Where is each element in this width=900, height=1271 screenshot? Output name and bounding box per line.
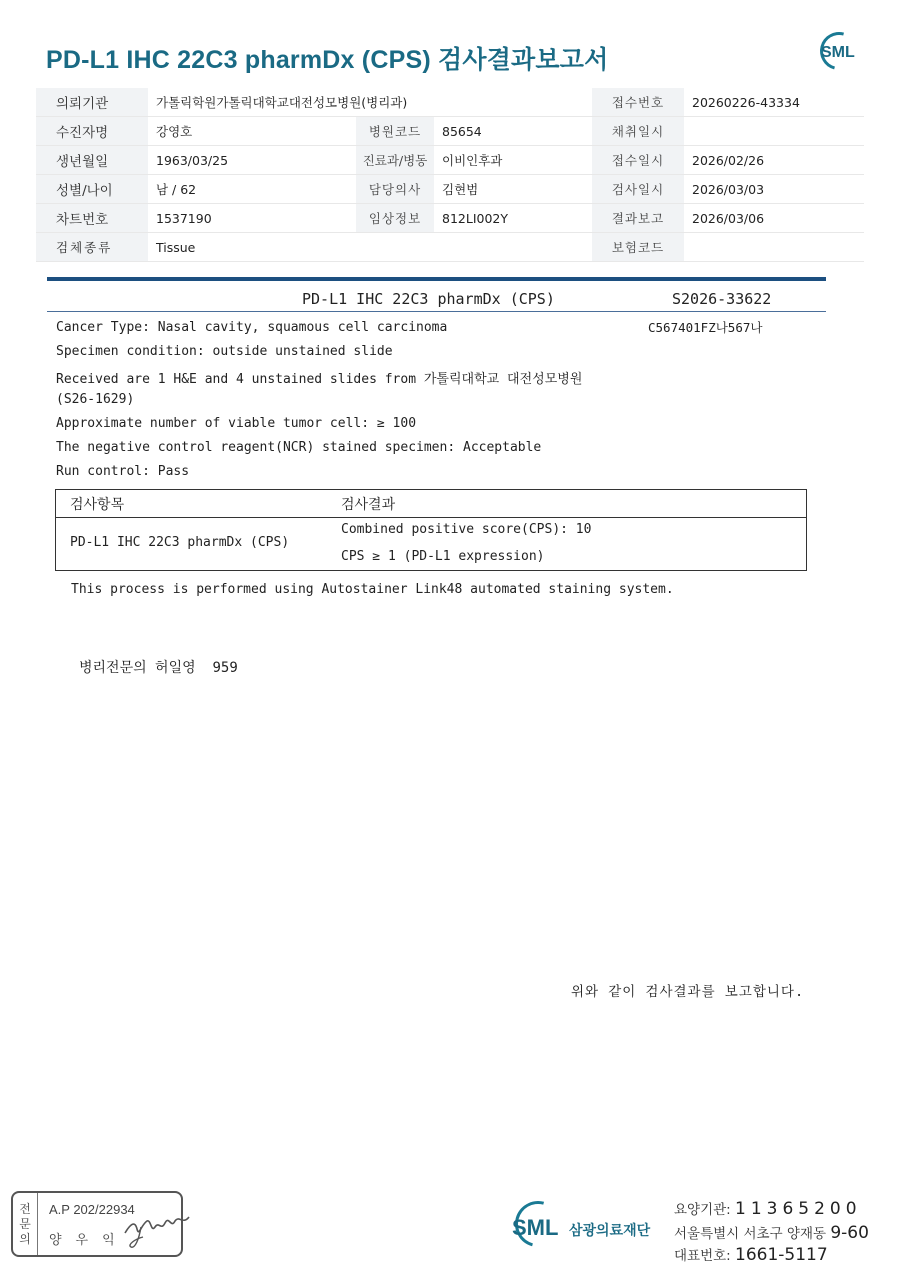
info-label: 병원코드 [356,117,434,146]
result-table [55,489,807,571]
footer-address: 서울특별시 서초구 양재동 9-60 [674,1223,869,1243]
info-label: 접수번호 [592,88,684,117]
section-divider [47,277,826,281]
report-line: (S26-1629) [56,392,135,407]
sml-footer-logo-text: SML [512,1215,559,1240]
info-row [36,233,864,262]
info-value-test-date: 2026/03/03 [684,175,864,204]
info-row [36,117,864,146]
info-value-insurance-code [684,233,864,262]
sml-logo-icon [817,30,863,74]
info-value-accession-no: 20260226-43334 [684,88,864,117]
footer-phone: 대표번호: 1661-5117 [674,1245,828,1265]
info-value-clinical-info: 812LI002Y [434,204,592,233]
info-label: 성별/나이 [36,175,148,204]
report-line: Received are 1 H&E and 4 unstained slides from 가톨릭대학교 대전성모병원 [56,372,583,387]
info-label: 결과보고 [592,204,684,233]
info-label: 의뢰기관 [36,88,148,117]
info-value-collection-date [684,117,864,146]
info-label: 임상정보 [356,204,434,233]
info-label: 검체종류 [36,233,148,262]
organization-name: 삼광의료재단 [569,1223,651,1239]
info-value-hospital-code: 85654 [434,117,592,146]
result-table-header [56,490,806,518]
info-value-birth-date: 1963/03/25 [148,146,356,175]
info-value-sex-age: 남 / 62 [148,175,356,204]
section-divider [47,311,826,312]
info-row [36,175,864,204]
report-number: S2026-33622 [672,290,772,308]
info-label: 담당의사 [356,175,434,204]
result-cps-interpretation: CPS ≥ 1 (PD-L1 expression) [341,549,545,564]
info-label: 수진자명 [36,117,148,146]
sml-logo-text: SML [821,44,855,61]
info-label: 검사일시 [592,175,684,204]
sml-footer-logo-icon [510,1200,565,1255]
info-label: 채취일시 [592,117,684,146]
info-label: 보험코드 [592,233,684,262]
stamp-ap-number: A.P 202/22934 [49,1202,135,1217]
info-row [36,204,864,233]
result-cps-score: Combined positive score(CPS): 10 [341,522,592,537]
info-value-report-date: 2026/03/06 [684,204,864,233]
closing-statement: 위와 같이 검사결과를 보고합니다. [571,984,805,1000]
info-row [36,146,864,175]
info-value-requesting-institution: 가톨릭학원가톨릭대학교대전성모병원(병리과) [148,88,592,117]
info-value-received-date: 2026/02/26 [684,146,864,175]
info-label: 접수일시 [592,146,684,175]
patient-info-table [36,88,864,262]
info-label: 차트번호 [36,204,148,233]
pathologist-signature-line: 병리전문의 허일영 959 [79,660,238,676]
report-line: Specimen condition: outside unstained slide [56,344,393,359]
info-row [36,88,864,117]
result-item: PD-L1 IHC 22C3 pharmDx (CPS) [70,535,290,550]
report-title: PD-L1 IHC 22C3 pharmDx (CPS) 검사결과보고서 [46,46,609,74]
report-line: Run control: Pass [56,464,190,479]
stamp-vertical-label: 전 문 의 [13,1193,38,1255]
info-value-department: 이비인후과 [434,146,592,175]
stamp-name: 양우익 [49,1233,129,1248]
info-value-specimen-type: Tissue [148,233,592,262]
report-test-name: PD-L1 IHC 22C3 pharmDx (CPS) [302,290,555,308]
report-sub-code: C567401FZ나567나 [648,320,763,335]
result-col-result: 검사결과 [341,497,396,513]
report-line: Cancer Type: Nasal cavity, squamous cell carcinoma [56,320,448,335]
info-value-physician: 김현범 [434,175,592,204]
result-col-item: 검사항목 [70,497,125,513]
handwritten-signature-icon [121,1203,193,1253]
footer-institution-code: 요양기관: 11365200 [674,1199,862,1219]
report-line: Approximate number of viable tumor cell: ≥ 100 [56,416,417,431]
info-value-chart-no: 1537190 [148,204,356,233]
process-note: This process is performed using Autostainer Link48 automated staining system. [71,582,674,597]
pathologist-stamp [11,1191,183,1257]
report-line: The negative control reagent(NCR) stained specimen: Acceptable [56,440,542,455]
info-value-patient-name: 강영호 [148,117,356,146]
info-label: 생년월일 [36,146,148,175]
info-label: 진료과/병동 [356,146,434,175]
